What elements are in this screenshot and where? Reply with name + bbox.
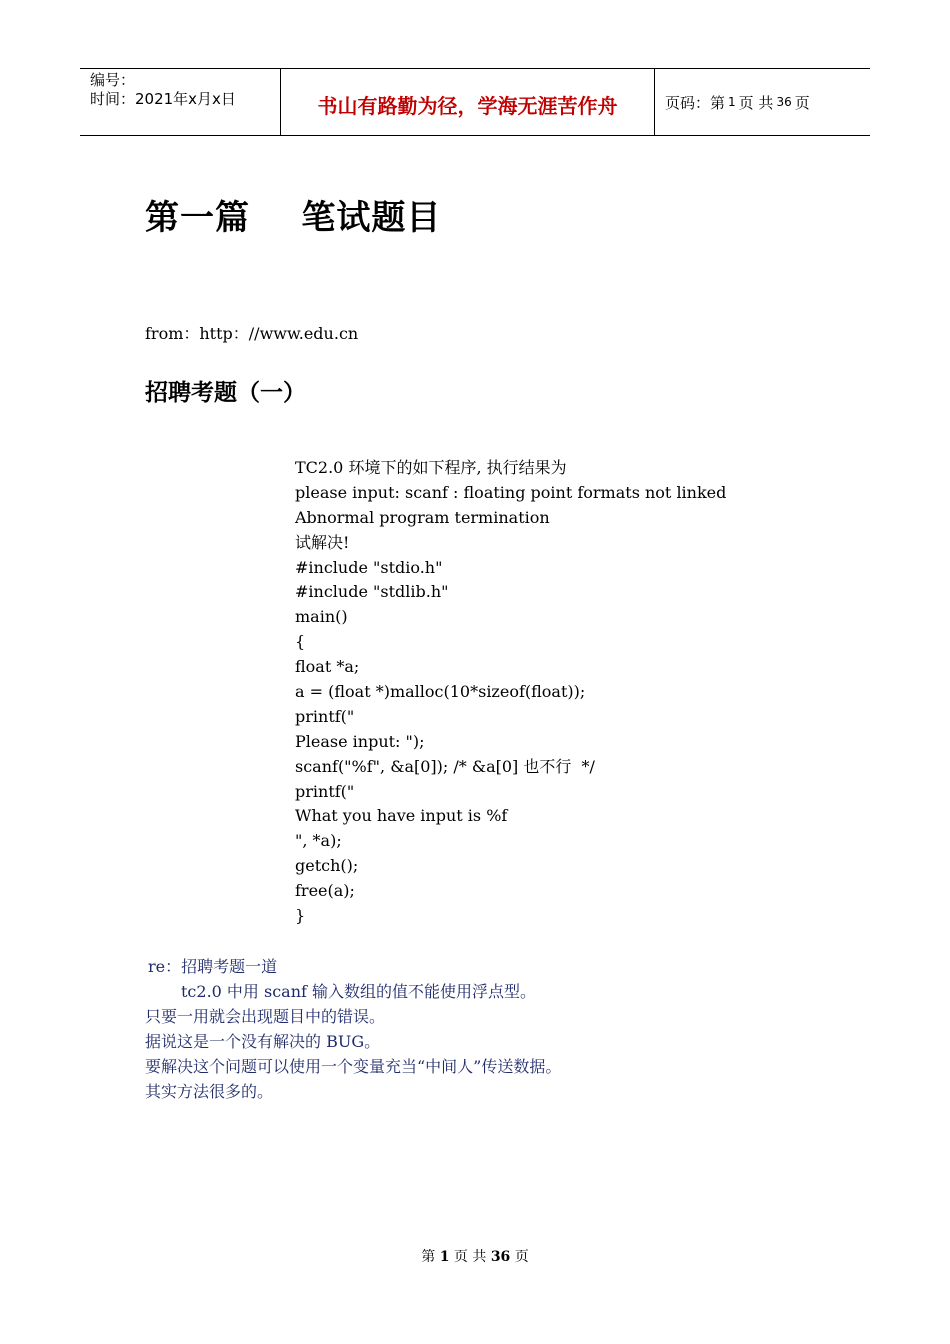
code-line: free(a); bbox=[295, 881, 355, 901]
subsection-title: 招聘考题（一） bbox=[145, 380, 306, 406]
code-line: please input: scanf : floating point formats not linked bbox=[295, 482, 727, 502]
code-line: printf(" bbox=[295, 706, 355, 726]
footer-prefix: 第 bbox=[421, 1249, 436, 1265]
code-line: What you have input is %f bbox=[295, 806, 508, 826]
section-title: 第一篇 笔试题目 bbox=[145, 198, 442, 238]
reply-line: 只要一用就会出现题目中的错误。 bbox=[145, 1007, 386, 1026]
page-prefix: 页码：第 bbox=[665, 93, 726, 112]
code-line: Please input: "); bbox=[295, 731, 425, 751]
code-line: #include "stdlib.h" bbox=[295, 582, 449, 602]
header-left-cell bbox=[80, 69, 281, 135]
page-suffix: 页 bbox=[794, 93, 810, 112]
code-line: printf(" bbox=[295, 781, 355, 801]
document-time-label: 时间：2021年x月x日 bbox=[90, 90, 236, 108]
reply-line: 其实方法很多的。 bbox=[145, 1082, 274, 1101]
page-current: 1 bbox=[728, 95, 736, 109]
header-page-cell bbox=[655, 69, 870, 135]
footer-current-page: 1 bbox=[439, 1249, 450, 1265]
code-line: getch(); bbox=[295, 856, 359, 876]
footer-suffix: 页 bbox=[514, 1249, 529, 1265]
code-line: a = (float *)malloc(10*sizeof(float)); bbox=[295, 682, 586, 702]
code-line: { bbox=[295, 632, 306, 652]
code-line: float *a; bbox=[295, 657, 360, 677]
document-number-label: 编号： bbox=[90, 71, 136, 89]
code-line: #include "stdio.h" bbox=[295, 557, 443, 577]
header-table bbox=[80, 68, 870, 136]
reply-title: re：招聘考题一道 bbox=[148, 957, 278, 976]
header-motto-cell bbox=[281, 69, 655, 135]
page-total: 36 bbox=[776, 95, 792, 109]
page-footer bbox=[0, 1246, 950, 1266]
code-line: } bbox=[295, 906, 306, 926]
reply-line: tc2.0 中用 scanf 输入数组的值不能使用浮点型。 bbox=[181, 982, 537, 1001]
source-line: from：http：//www.edu.cn bbox=[145, 324, 359, 343]
code-line: ", *a); bbox=[295, 831, 342, 851]
code-line: scanf("%f", &a[0]); /* &a[0] 也不行 */ bbox=[295, 756, 595, 776]
footer-mid: 页 共 bbox=[453, 1249, 487, 1265]
code-line: 试解决! bbox=[295, 532, 350, 552]
code-line: TC2.0 环境下的如下程序, 执行结果为 bbox=[295, 458, 567, 477]
reply-block bbox=[145, 954, 561, 1104]
reply-line: 据说这是一个没有解决的 BUG。 bbox=[145, 1032, 381, 1051]
code-block bbox=[295, 456, 726, 929]
code-line: Abnormal program termination bbox=[295, 507, 550, 527]
page-mid: 页 共 bbox=[738, 93, 774, 112]
code-line: main() bbox=[295, 607, 348, 627]
header-motto: 书山有路勤为径，学海无涯苦作舟 bbox=[317, 93, 618, 118]
reply-line: 要解决这个问题可以使用一个变量充当“中间人”传送数据。 bbox=[145, 1057, 562, 1076]
footer-total-pages: 36 bbox=[490, 1249, 511, 1265]
